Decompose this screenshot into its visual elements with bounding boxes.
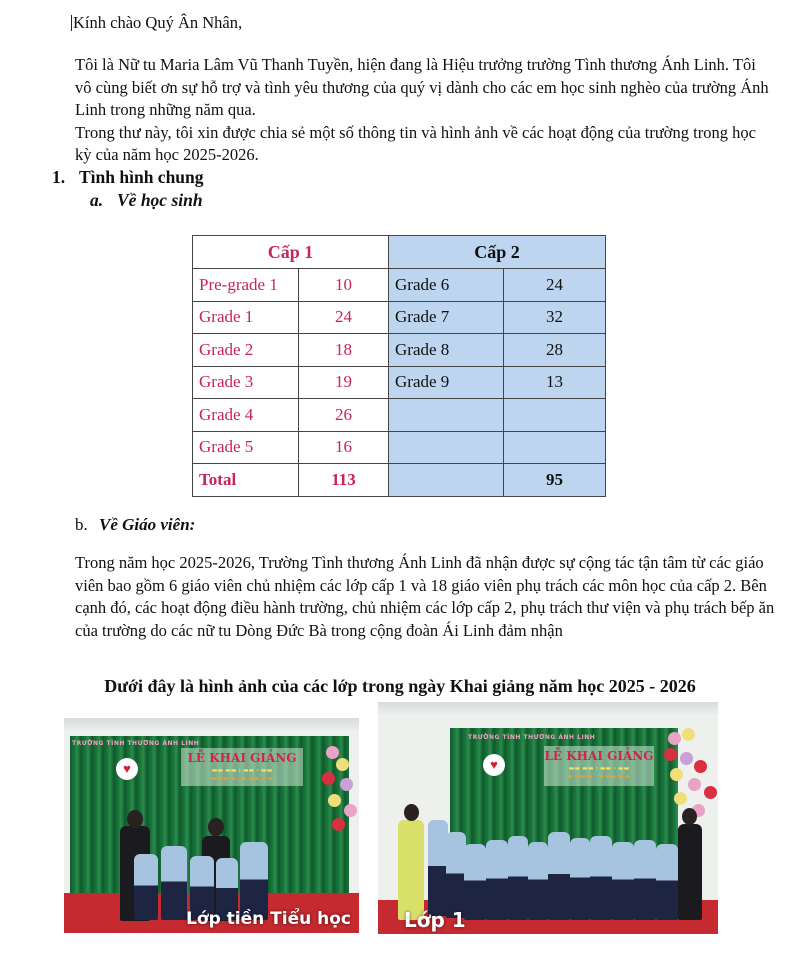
table-row [193,366,606,399]
level2-total: 95 [504,464,606,497]
ceremony-banner [181,748,303,786]
student-figure [134,854,158,920]
level1-count: 24 [299,301,389,334]
subsection-title: Về học sinh [117,190,203,210]
level2-grade-empty [389,431,504,464]
students-table [192,235,606,497]
level1-total: 113 [299,464,389,497]
student-figure [486,840,508,920]
balloon [328,794,341,807]
section-title: Tình hình chung [79,167,204,187]
balloon [682,728,695,741]
level2-header: Cấp 2 [389,236,606,269]
intro [75,54,775,167]
person-head [682,808,697,825]
ceiling [378,702,718,718]
level2-count: 28 [504,334,606,367]
school-name-sign: TRƯỜNG TÌNH THƯƠNG ÁNH LINH [468,734,596,741]
banner-title: LỄ KHAI GIẢNG [187,751,297,765]
subsection-heading-teachers [75,515,195,535]
table-total-row [193,464,606,497]
student-figure [656,844,678,920]
school-name-sign: TRƯỜNG TÌNH THƯƠNG ÁNH LINH [72,740,200,747]
balloon [326,746,339,759]
student-figure [428,820,448,916]
table-row [193,431,606,464]
photo-label: Lớp 1 [404,908,466,932]
photo-label: Lớp tiền Tiểu học [186,909,351,929]
student-figure [634,840,656,920]
level1-grade: Pre-grade 1 [193,269,299,302]
ceiling [64,718,359,734]
student-figure [548,832,570,920]
student-figure [590,836,612,920]
balloon [336,758,349,771]
balloon [704,786,717,799]
photos-caption: Dưới đây là hình ảnh của các lớp trong ngày Khai giảng năm học 2025 - 2026 [104,676,696,696]
balloon [344,804,357,817]
level1-count: 16 [299,431,389,464]
level2-count: 24 [504,269,606,302]
level2-count: 13 [504,366,606,399]
banner-title: LỄ KHAI GIẢNG [544,749,654,763]
balloon [688,778,701,791]
balloon [674,792,687,805]
teacher-figure [678,824,702,920]
level1-grade: Grade 3 [193,366,299,399]
balloon [322,772,335,785]
total-label: Total [193,464,299,497]
subsection-label: b. [75,515,88,534]
level1-grade: Grade 1 [193,301,299,334]
section-heading-general [52,167,204,188]
banner-line: ▬ ▬▬ ▬ - ▬ ▬▬ ▬ ▬ [210,776,274,782]
person-head [127,810,143,828]
balloon [664,748,677,761]
balloon [340,778,353,791]
teachers-paragraph: Trong năm học 2025-2026, Trường Tình thương Ánh Linh đã nhận được sự cộng tác tận tâm từ các giáo viên bao gồm 6 giáo viên chủ nhiệm các lớp cấp 1 và 18 giáo viên phụ trách các môn học của cấp 2. Bên cạnh đó, các hoạt động điều hành trường, chủ nhiệm các lớp cấp 2, phụ trách thư viện và phụ trách bếp ăn của trường do các nữ tu Dòng Đức Bà trong cộng đoàn Ái Linh đảm nhận [75,553,775,640]
table-row [193,399,606,432]
student-figure [508,836,528,920]
teacher-figure [398,820,424,920]
level2-grade: Grade 7 [389,301,504,334]
table-header-row [193,236,606,269]
level2-grade: Grade 8 [389,334,504,367]
student-figure [612,842,634,920]
student-figure [161,846,187,920]
banner-line: ▬▬ ▬▬ : ▬▬ - ▬▬ [211,767,273,774]
level2-grade-empty [389,399,504,432]
balloon [670,768,683,781]
level1-grade: Grade 4 [193,399,299,432]
balloon [668,732,681,745]
level2-count-empty [504,431,606,464]
student-figure [464,844,486,920]
level2-grade: Grade 6 [389,269,504,302]
student-figure [528,842,548,920]
level1-header: Cấp 1 [193,236,389,269]
photo-pre-primary-class [64,718,359,933]
level1-count: 26 [299,399,389,432]
heart-logo-icon: ♥ [116,758,138,780]
balloon [332,818,345,831]
table-row [193,301,606,334]
subsection-label: a. [90,190,104,210]
ceremony-banner [544,746,654,786]
level1-count: 10 [299,269,389,302]
student-figure [570,838,590,920]
table-row [193,334,606,367]
balloon [694,760,707,773]
level1-count: 18 [299,334,389,367]
intro-paragraph-2: Trong thư này, tôi xin được chia sẻ một số thông tin và hình ảnh về các hoạt động của trường trong học kỳ của năm học 2025-2026. [75,122,756,164]
level2-grade: Grade 9 [389,366,504,399]
banner-line: ▬▬ ▬▬ : ▬▬ - ▬▬ [568,765,630,772]
level2-total-label-empty [389,464,504,497]
person-head [404,804,419,821]
student-figure [446,832,466,918]
person-head [208,818,224,836]
greeting-text: Kính chào Quý Ân Nhân, [73,13,243,32]
text-cursor [71,15,72,31]
banner-line: ▬ ▬▬ ▬ - ▬ ▬▬ ▬ ▬ [567,774,631,780]
level1-grade: Grade 5 [193,431,299,464]
level2-count-empty [504,399,606,432]
level1-grade: Grade 2 [193,334,299,367]
subsection-title: Về Giáo viên: [99,515,196,534]
level1-count: 19 [299,366,389,399]
level2-count: 32 [504,301,606,334]
photo-grade1-class [378,702,718,934]
intro-paragraph: Tôi là Nữ tu Maria Lâm Vũ Thanh Tuyền, hiện đang là Hiệu trưởng trường Tình thương Ánh Linh. Tôi vô cùng biết ơn sự hỗ trợ và tình yêu thương của quý vị dành cho các em học sinh nghèo của trường Ánh Linh trong những năm qua. [75,55,769,119]
greeting [71,12,242,35]
balloon [680,752,693,765]
heart-logo-icon: ♥ [483,754,505,776]
section-number: 1. [52,167,66,187]
subsection-heading-students [90,190,203,211]
table-row [193,269,606,302]
